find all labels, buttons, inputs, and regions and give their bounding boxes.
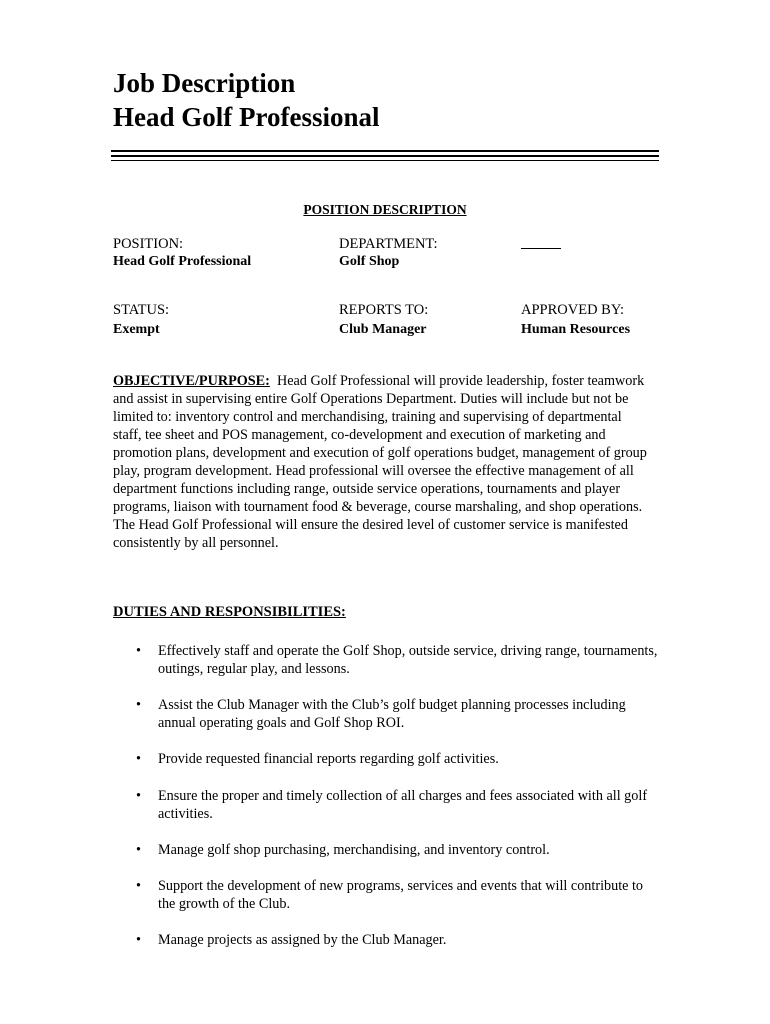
blank-field [521, 234, 561, 254]
blank-line [521, 234, 561, 249]
position-field [113, 236, 251, 270]
duty-text: Manage golf shop purchasing, merchandising, and inventory control. [158, 842, 550, 858]
duty-text: Provide requested financial reports regarding golf activities. [158, 751, 499, 767]
bullet-icon: • [136, 697, 141, 713]
reports-to-label: REPORTS TO: [339, 302, 429, 318]
position-value: Head Golf Professional [113, 254, 252, 269]
title-rule-bottom [111, 160, 659, 161]
department-label: DEPARTMENT: [339, 236, 438, 252]
duty-text: Effectively staff and operate the Golf Shop, outside service, driving range, tournaments, outings, regular play, and lessons. [158, 643, 658, 677]
approved-by-field [521, 302, 630, 338]
objective-paragraph [113, 372, 653, 552]
status-value: Exempt [113, 322, 160, 337]
approved-by-value: Human Resources [521, 322, 631, 337]
list-item [113, 931, 658, 949]
objective-text: Head Golf Professional will provide leadership, foster teamwork and assist in supervising entire Golf Operations Department. Duties will include but not be limited to: inventory control and merchandising, training and supervising of departmental staff, tee sheet and POS management, co-development and execution of marketing and promotion plans, development and execution of golf operations budget, management of group play, program development. Head professional will oversee the effective management of all department functions including range, outside service operations, tournaments and player programs, liaison with tournament food & beverage, course marshaling, and shop operations. The Head Golf Professional will ensure the desired level of customer service is manifested consistently by all personnel. [113, 373, 647, 551]
objective-heading: OBJECTIVE/PURPOSE: [113, 373, 270, 389]
duty-text: Assist the Club Manager with the Club’s golf budget planning processes including annual operating goals and Golf Shop ROI. [158, 697, 626, 731]
bullet-icon: • [136, 751, 141, 767]
reports-to-field [339, 302, 428, 338]
bullet-icon: • [136, 788, 141, 804]
position-description-heading: POSITION DESCRIPTION [303, 202, 467, 217]
bullet-icon: • [136, 878, 141, 894]
duty-text: Support the development of new programs, services and events that will contribute to the growth of the Club. [158, 878, 644, 912]
reports-to-value: Club Manager [339, 322, 427, 337]
bullet-icon: • [136, 842, 141, 858]
title-rule-middle [111, 155, 659, 157]
status-field [113, 302, 169, 338]
duties-heading: DUTIES AND RESPONSIBILITIES: [113, 604, 346, 620]
department-value: Golf Shop [339, 254, 400, 269]
duty-text: Ensure the proper and timely collection of all charges and fees associated with all golf activities. [158, 788, 648, 822]
bullet-icon: • [136, 932, 141, 948]
list-item [113, 696, 658, 732]
list-item [113, 841, 658, 859]
document-title [113, 66, 380, 134]
title-line-1: Job Description [113, 68, 296, 98]
title-line-2: Head Golf Professional [113, 102, 380, 132]
list-item [113, 750, 658, 768]
duty-text: Manage projects as assigned by the Club Manager. [158, 932, 447, 948]
list-item [113, 642, 658, 678]
list-item [113, 877, 658, 913]
bullet-icon: • [136, 643, 141, 659]
duties-list [113, 642, 658, 949]
status-label: STATUS: [113, 302, 170, 318]
title-rule-top [111, 150, 659, 152]
list-item [113, 787, 658, 823]
position-label: POSITION: [113, 236, 184, 252]
approved-by-label: APPROVED BY: [521, 302, 625, 318]
department-field [339, 236, 438, 270]
